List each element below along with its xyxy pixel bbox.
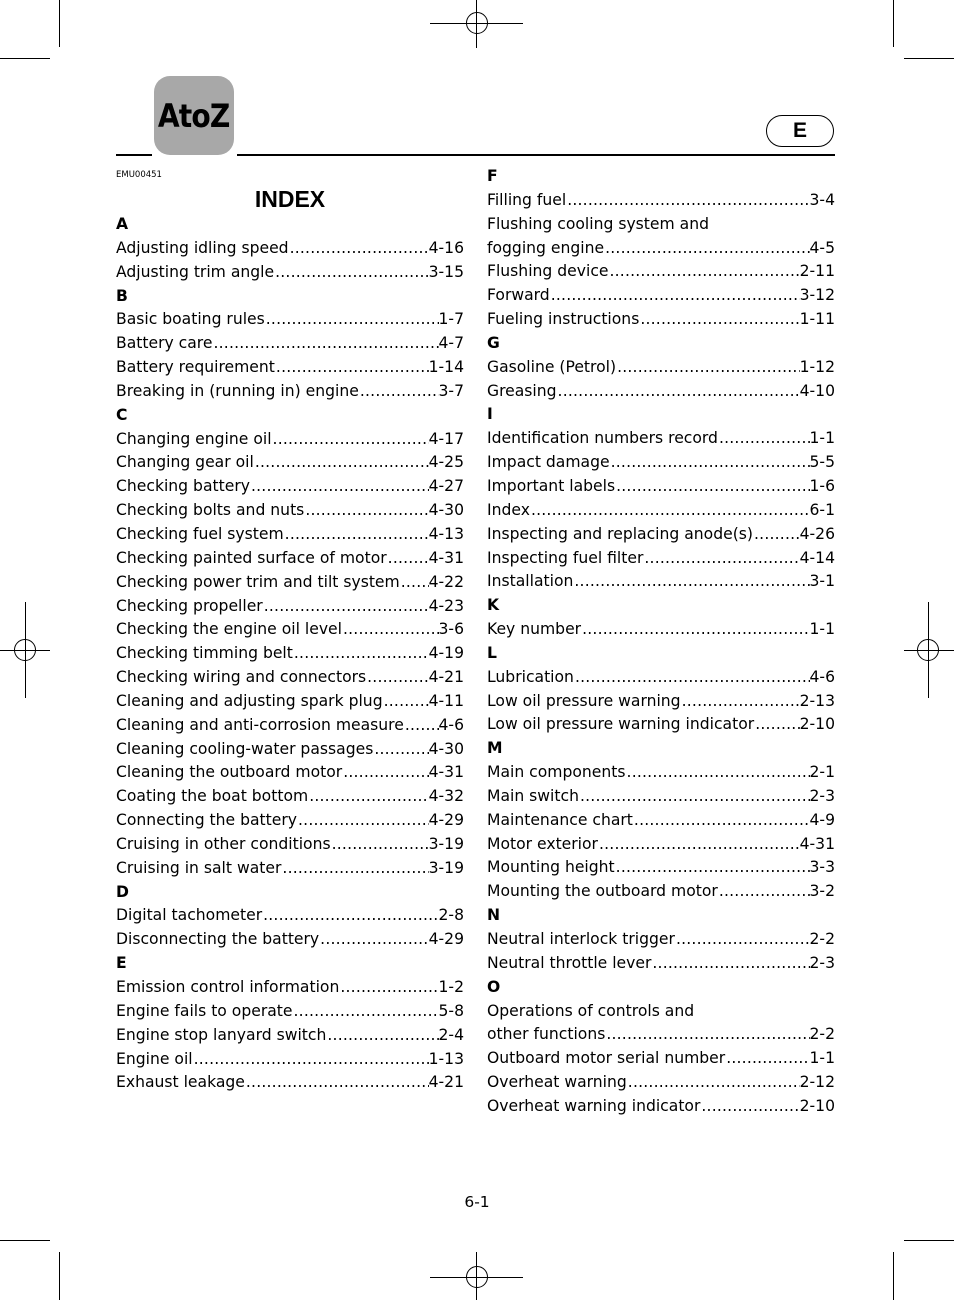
dot-leader bbox=[640, 308, 799, 332]
index-entry-text: Checking bolts and nuts bbox=[116, 501, 305, 520]
index-entry-text: Neutral throttle lever bbox=[487, 953, 652, 972]
index-entry-page: 2-2 bbox=[809, 1025, 835, 1044]
index-entry bbox=[487, 356, 835, 380]
index-entry-text: Lubrication bbox=[487, 667, 574, 686]
index-entry-page: 3-4 bbox=[809, 190, 835, 209]
dot-leader bbox=[582, 618, 809, 642]
dot-leader bbox=[276, 356, 429, 380]
index-entry-text: Emission control information bbox=[116, 978, 340, 996]
index-entry-page: 4-11 bbox=[428, 691, 464, 710]
dot-leader bbox=[719, 427, 810, 451]
index-entry-page: 5-5 bbox=[809, 453, 835, 472]
index-entry-page: 2-3 bbox=[809, 786, 835, 805]
dot-leader bbox=[290, 237, 429, 261]
index-entry bbox=[487, 570, 835, 594]
dot-leader bbox=[617, 356, 800, 380]
index-entry bbox=[487, 308, 835, 332]
index-entry-text: Cleaning cooling-water passages bbox=[116, 739, 374, 758]
index-entry-text: Checking the engine oil level bbox=[116, 620, 342, 639]
dot-leader bbox=[294, 1000, 439, 1024]
index-letter-heading: B bbox=[116, 286, 128, 305]
index-entry-text: Fueling instructions bbox=[487, 310, 640, 329]
index-entry-text: Battery care bbox=[116, 334, 213, 353]
index-entry bbox=[487, 928, 835, 952]
dot-leader bbox=[611, 451, 810, 475]
index-entry bbox=[116, 547, 464, 571]
index-entry-text: Cruising in other conditions bbox=[116, 834, 331, 853]
index-entry-page: 4-6 bbox=[809, 667, 835, 686]
index-entry-text: Checking fuel system bbox=[116, 524, 284, 543]
index-entry-page: 3-7 bbox=[438, 381, 464, 400]
dot-leader bbox=[405, 714, 439, 738]
index-entry bbox=[487, 880, 835, 904]
index-entry-text: Important labels bbox=[487, 476, 616, 495]
dot-leader bbox=[374, 738, 428, 762]
index-entry-page: 4-27 bbox=[428, 477, 464, 496]
index-entry bbox=[487, 856, 835, 880]
dot-leader bbox=[609, 260, 799, 284]
index-entry-text: Breaking in (running in) engine bbox=[116, 381, 359, 400]
index-entry bbox=[116, 642, 464, 666]
index-entry bbox=[487, 618, 835, 642]
index-entry-text: Outboard motor serial number bbox=[487, 1049, 726, 1068]
index-entry-text: Checking power trim and tilt system bbox=[116, 572, 400, 591]
index-entry-text: Disconnecting the battery bbox=[116, 930, 320, 949]
index-entry bbox=[487, 809, 835, 833]
index-entry-page: 1-13 bbox=[428, 1049, 464, 1068]
dot-leader bbox=[701, 1095, 799, 1119]
index-entry bbox=[487, 237, 835, 261]
index-letter-heading: D bbox=[116, 882, 129, 901]
dot-leader bbox=[567, 189, 809, 213]
dot-leader bbox=[652, 952, 809, 976]
index-entry-page: 1-2 bbox=[438, 978, 464, 996]
index-entry bbox=[487, 547, 835, 571]
index-entry-page: 4-30 bbox=[428, 739, 464, 758]
page-number: 6-1 bbox=[464, 1193, 490, 1211]
index-entry-text: Low oil pressure warning indicator bbox=[487, 715, 755, 734]
dot-leader bbox=[263, 904, 438, 928]
language-badge: E bbox=[766, 115, 834, 147]
dot-leader bbox=[575, 666, 810, 690]
index-entry bbox=[487, 1023, 835, 1047]
dot-leader bbox=[367, 666, 428, 690]
index-letter-heading: L bbox=[487, 643, 497, 662]
index-entry bbox=[487, 1047, 835, 1071]
index-entry-page: 4-5 bbox=[809, 238, 835, 257]
index-entry bbox=[487, 189, 835, 213]
index-entry bbox=[487, 451, 835, 475]
index-entry bbox=[487, 427, 835, 451]
index-entry-page: 4-31 bbox=[428, 548, 464, 567]
index-entry bbox=[116, 428, 464, 452]
dot-leader bbox=[360, 380, 439, 404]
index-entry bbox=[116, 976, 464, 1000]
dot-leader bbox=[332, 833, 429, 857]
dot-leader bbox=[627, 761, 810, 785]
index-entry-text: Greasing bbox=[487, 381, 557, 400]
index-entry-text: Key number bbox=[487, 620, 582, 639]
index-entry bbox=[487, 952, 835, 976]
index-entry-page: 2-2 bbox=[809, 930, 835, 948]
index-entry-text: Inspecting and replacing anode(s) bbox=[487, 524, 754, 543]
dot-leader bbox=[298, 809, 429, 833]
index-entry bbox=[487, 380, 835, 404]
index-entry-page: 1-1 bbox=[809, 429, 835, 448]
dot-leader bbox=[309, 785, 428, 809]
index-entry-page: 4-17 bbox=[428, 429, 464, 448]
dot-leader bbox=[616, 475, 809, 499]
index-letter-heading: N bbox=[487, 906, 501, 925]
index-entry bbox=[116, 332, 464, 356]
dot-leader bbox=[294, 642, 429, 666]
dot-leader bbox=[644, 547, 799, 571]
index-entry-page: 3-12 bbox=[799, 286, 835, 305]
dot-leader bbox=[340, 976, 438, 1000]
index-entry-text: Mounting height bbox=[487, 858, 615, 877]
index-entry bbox=[116, 738, 464, 762]
dot-leader bbox=[719, 880, 810, 904]
index-letter-heading: I bbox=[487, 405, 493, 424]
crop-mark bbox=[904, 1240, 954, 1241]
dot-leader bbox=[275, 261, 429, 285]
index-entry bbox=[116, 499, 464, 523]
index-entry bbox=[116, 595, 464, 619]
index-entry bbox=[116, 380, 464, 404]
index-entry bbox=[116, 761, 464, 785]
index-entry-page: 2-3 bbox=[809, 953, 835, 972]
index-letter-heading: A bbox=[116, 215, 129, 233]
index-entry bbox=[116, 475, 464, 499]
dot-leader bbox=[264, 595, 429, 619]
dot-leader bbox=[628, 1071, 800, 1095]
index-entry-line: Flushing cooling system and bbox=[487, 214, 709, 233]
dot-leader bbox=[251, 475, 429, 499]
dot-leader bbox=[327, 1024, 438, 1048]
dot-leader bbox=[388, 547, 429, 571]
index-entry-page: 4-22 bbox=[428, 572, 464, 591]
index-entry-text: Impact damage bbox=[487, 453, 610, 472]
index-entry-page: 3-2 bbox=[809, 882, 835, 901]
index-entry bbox=[487, 523, 835, 547]
index-entry-page: 2-1 bbox=[809, 763, 835, 782]
dot-leader bbox=[266, 308, 439, 332]
index-entry bbox=[116, 1024, 464, 1048]
index-entry-page: 4-7 bbox=[438, 334, 464, 353]
index-entry-text: Flushing device bbox=[487, 262, 609, 281]
index-entry-text: Inspecting fuel filter bbox=[487, 548, 644, 567]
index-entry bbox=[116, 785, 464, 809]
dot-leader bbox=[285, 523, 429, 547]
index-entry-text: Cleaning and adjusting spark plug bbox=[116, 691, 383, 710]
index-entry-text: Battery requirement bbox=[116, 358, 275, 377]
dot-leader bbox=[605, 237, 809, 261]
dot-leader bbox=[551, 284, 800, 308]
index-entry-page: 1-12 bbox=[799, 357, 835, 376]
index-letter-heading: C bbox=[116, 405, 128, 424]
index-entry bbox=[116, 928, 464, 952]
index-entry bbox=[487, 284, 835, 308]
dot-leader bbox=[343, 761, 428, 785]
page-title: INDEX bbox=[254, 186, 326, 212]
index-entry bbox=[487, 260, 835, 284]
index-entry-text: Digital tachometer bbox=[116, 906, 263, 925]
index-entry-page: 4-19 bbox=[428, 644, 464, 663]
document-code: EMU00451 bbox=[116, 170, 162, 180]
index-letter-heading: M bbox=[487, 739, 503, 758]
index-letter-heading: F bbox=[487, 167, 498, 185]
crop-mark bbox=[893, 1252, 894, 1300]
crop-mark bbox=[893, 0, 894, 47]
index-entry-page: 5-8 bbox=[438, 1001, 464, 1020]
dot-leader bbox=[273, 428, 429, 452]
crop-mark bbox=[0, 1240, 50, 1241]
index-column-right bbox=[487, 165, 835, 1119]
dot-leader bbox=[255, 451, 429, 475]
index-entry-page: 1-14 bbox=[428, 358, 464, 377]
atoz-logo: AtoZ bbox=[154, 76, 234, 155]
index-entry-page: 1-7 bbox=[438, 310, 464, 329]
index-entry bbox=[116, 308, 464, 332]
index-entry-text: Overheat warning bbox=[487, 1073, 627, 1092]
index-entry-text: Forward bbox=[487, 286, 550, 305]
dot-leader bbox=[599, 833, 800, 857]
index-entry-page: 3-15 bbox=[428, 262, 464, 281]
index-entry-page: 4-13 bbox=[428, 524, 464, 543]
index-entry bbox=[116, 451, 464, 475]
index-entry-text: Main switch bbox=[487, 786, 579, 805]
index-letter-heading: O bbox=[487, 977, 501, 996]
dot-leader bbox=[282, 857, 428, 881]
index-entry-text: other functions bbox=[487, 1025, 606, 1044]
index-entry bbox=[487, 1071, 835, 1095]
index-entry-line: Operations of controls and bbox=[487, 1001, 695, 1020]
index-entry-page: 3-3 bbox=[809, 858, 835, 877]
header-rule-left bbox=[116, 154, 152, 156]
index-entry-text: Overheat warning indicator bbox=[487, 1096, 701, 1115]
index-entry bbox=[116, 571, 464, 595]
index-entry-text: Installation bbox=[487, 572, 574, 591]
dot-leader bbox=[531, 499, 810, 523]
index-entry-text: Checking timming belt bbox=[116, 644, 293, 663]
index-entry-page: 4-10 bbox=[799, 381, 835, 400]
index-entry bbox=[487, 785, 835, 809]
index-entry-page: 4-25 bbox=[428, 453, 464, 472]
index-entry-page: 4-6 bbox=[438, 715, 464, 734]
dot-leader bbox=[384, 690, 429, 714]
index-entry-page: 2-8 bbox=[438, 906, 464, 925]
index-entry-page: 3-6 bbox=[438, 620, 464, 639]
index-entry-page: 4-31 bbox=[799, 834, 835, 853]
index-entry-page: 4-21 bbox=[428, 668, 464, 687]
index-entry-text: Basic boating rules bbox=[116, 310, 265, 329]
index-entry-text: Engine fails to operate bbox=[116, 1001, 293, 1020]
index-entry-page: 4-32 bbox=[428, 787, 464, 806]
index-entry-page: 3-19 bbox=[428, 834, 464, 853]
index-entry-text: Checking painted surface of motor bbox=[116, 548, 387, 567]
index-entry-text: Checking battery bbox=[116, 477, 250, 496]
dot-leader bbox=[682, 690, 800, 714]
index-entry bbox=[116, 857, 464, 881]
index-entry bbox=[487, 761, 835, 785]
index-entry-text: Mounting the outboard motor bbox=[487, 882, 718, 901]
index-entry-page: 3-1 bbox=[809, 572, 835, 591]
dot-leader bbox=[755, 713, 799, 737]
index-entry-page: 2-4 bbox=[438, 1025, 464, 1044]
index-entry-text: Filling fuel bbox=[487, 190, 567, 209]
index-entry bbox=[116, 356, 464, 380]
index-entry bbox=[487, 499, 835, 523]
index-entry-text: Motor exterior bbox=[487, 834, 598, 853]
dot-leader bbox=[754, 523, 800, 547]
dot-leader bbox=[574, 570, 809, 594]
index-entry-page: 4-30 bbox=[428, 501, 464, 520]
index-entry bbox=[487, 666, 835, 690]
index-entry-text: fogging engine bbox=[487, 238, 605, 257]
index-entry-page: 6-1 bbox=[809, 500, 835, 519]
index-letter-heading: G bbox=[487, 333, 500, 352]
index-entry-page: 1-11 bbox=[799, 310, 835, 329]
index-entry-text: Connecting the battery bbox=[116, 811, 298, 830]
index-entry-page: 4-23 bbox=[428, 596, 464, 615]
index-entry-page: 1-1 bbox=[809, 620, 835, 639]
dot-leader bbox=[305, 499, 428, 523]
index-letter-heading: K bbox=[487, 596, 500, 615]
dot-leader bbox=[676, 928, 810, 952]
index-entry bbox=[116, 690, 464, 714]
dot-leader bbox=[401, 571, 429, 595]
dot-leader bbox=[616, 856, 810, 880]
index-entry-page: 1-1 bbox=[809, 1049, 835, 1068]
index-entry bbox=[116, 1048, 464, 1072]
index-entry bbox=[487, 1095, 835, 1119]
index-entry-text: Maintenance chart bbox=[487, 810, 633, 829]
index-entry-page: 4-31 bbox=[428, 763, 464, 782]
index-entry-text: Engine stop lanyard switch bbox=[116, 1025, 327, 1044]
index-entry-text: Checking propeller bbox=[116, 596, 263, 615]
crop-mark bbox=[904, 58, 954, 59]
index-entry bbox=[116, 1071, 464, 1095]
header-rule-right bbox=[237, 154, 835, 156]
index-entry-text: Cleaning and anti-corrosion measure bbox=[116, 715, 404, 734]
index-entry-page: 4-21 bbox=[428, 1073, 464, 1092]
index-entry-page: 4-29 bbox=[428, 930, 464, 949]
dot-leader bbox=[606, 1023, 809, 1047]
index-entry-text: Coating the boat bottom bbox=[116, 787, 309, 806]
index-entry bbox=[116, 261, 464, 285]
index-entry-text: Identification numbers record bbox=[487, 429, 718, 448]
crop-mark bbox=[59, 1252, 60, 1300]
index-entry-page: 2-12 bbox=[799, 1073, 835, 1092]
index-entry-text: Gasoline (Petrol) bbox=[487, 357, 617, 376]
index-entry-page: 2-11 bbox=[799, 262, 835, 281]
index-letter-heading: E bbox=[116, 954, 127, 973]
index-entry-text: Cleaning the outboard motor bbox=[116, 763, 343, 782]
index-entry bbox=[487, 690, 835, 714]
index-entry-page: 2-13 bbox=[799, 691, 835, 710]
index-entry-text: Cruising in salt water bbox=[116, 858, 282, 877]
index-entry-text: Changing gear oil bbox=[116, 453, 254, 472]
index-entry-page: 4-14 bbox=[799, 548, 835, 567]
index-entry-page: 4-16 bbox=[428, 238, 464, 257]
index-entry bbox=[116, 618, 464, 642]
dot-leader bbox=[634, 809, 810, 833]
index-entry bbox=[116, 833, 464, 857]
index-entry-page: 4-9 bbox=[809, 810, 835, 829]
index-entry-text: Neutral interlock trigger bbox=[487, 930, 675, 948]
index-entry-text: Exhaust leakage bbox=[116, 1073, 245, 1092]
dot-leader bbox=[320, 928, 428, 952]
index-entry-text: Checking wiring and connectors bbox=[116, 668, 367, 687]
dot-leader bbox=[246, 1071, 429, 1095]
crop-mark bbox=[59, 0, 60, 47]
index-entry bbox=[116, 237, 464, 261]
index-entry-text: Engine oil bbox=[116, 1049, 193, 1068]
index-entry bbox=[487, 475, 835, 499]
index-entry bbox=[116, 714, 464, 738]
dot-leader bbox=[213, 332, 438, 356]
index-entry-page: 4-29 bbox=[428, 811, 464, 830]
index-entry-text: Changing engine oil bbox=[116, 429, 272, 448]
index-column-left bbox=[116, 213, 464, 1095]
index-entry bbox=[487, 833, 835, 857]
index-entry-page: 2-10 bbox=[799, 715, 835, 734]
dot-leader bbox=[726, 1047, 809, 1071]
crop-mark bbox=[0, 58, 50, 59]
index-entry-text: Main components bbox=[487, 763, 626, 782]
index-entry-text: Index bbox=[487, 500, 530, 519]
dot-leader bbox=[343, 618, 439, 642]
dot-leader bbox=[194, 1048, 429, 1072]
index-entry-page: 3-19 bbox=[428, 858, 464, 877]
index-entry bbox=[116, 666, 464, 690]
index-entry bbox=[116, 809, 464, 833]
index-entry bbox=[116, 523, 464, 547]
index-entry-text: Adjusting idling speed bbox=[116, 238, 289, 257]
index-entry bbox=[116, 904, 464, 928]
index-entry-page: 1-6 bbox=[809, 476, 835, 495]
index-entry bbox=[116, 1000, 464, 1024]
dot-leader bbox=[558, 380, 800, 404]
index-entry-text: Adjusting trim angle bbox=[116, 262, 275, 281]
index-entry bbox=[487, 713, 835, 737]
dot-leader bbox=[580, 785, 810, 809]
index-entry-page: 2-10 bbox=[799, 1096, 835, 1115]
index-entry-text: Low oil pressure warning bbox=[487, 691, 681, 710]
index-entry-page: 4-26 bbox=[799, 524, 835, 543]
